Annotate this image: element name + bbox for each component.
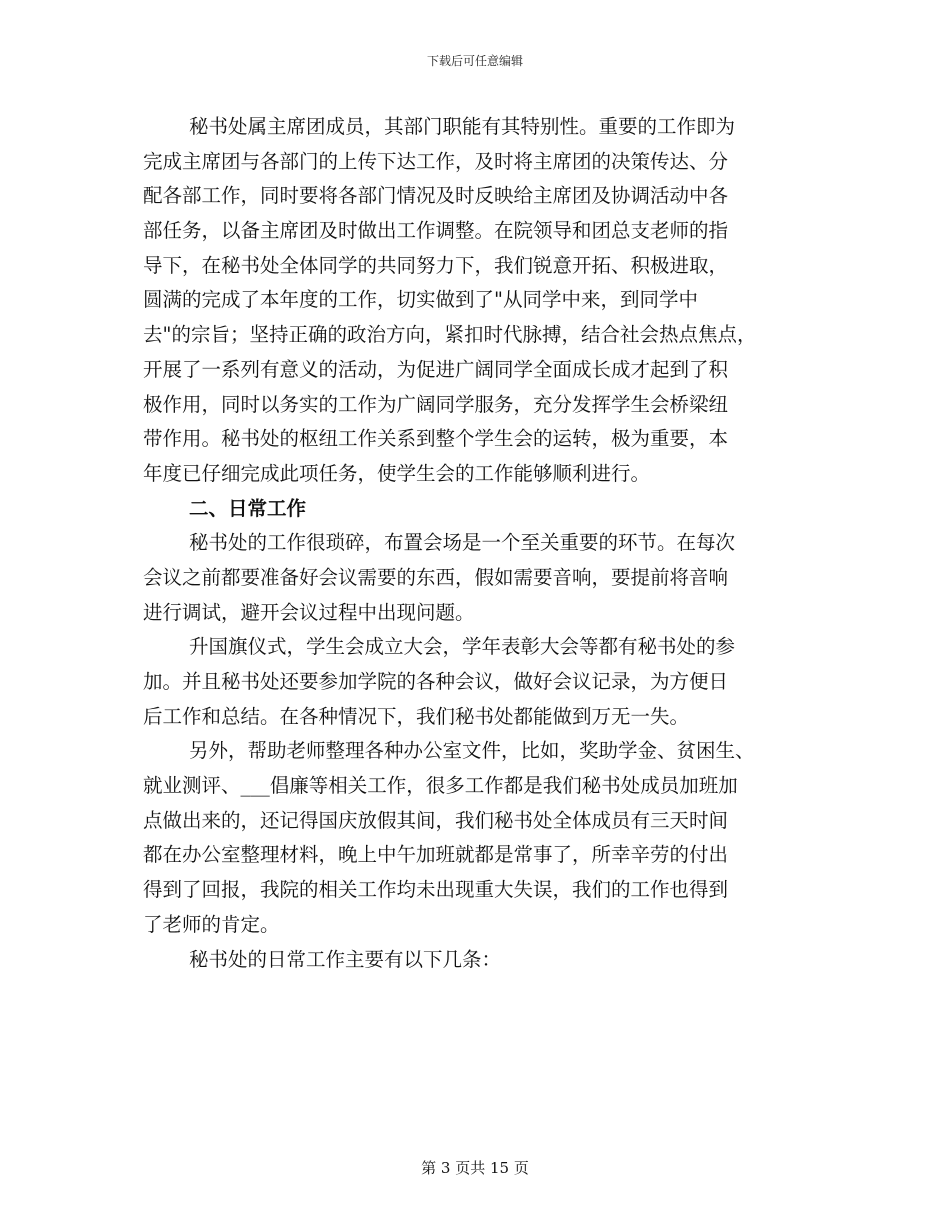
text-line: 进行调试，避开会议过程中出现问题。 — [143, 600, 475, 624]
text-line: 都在办公室整理材料，晚上中午加班就都是常事了，所幸辛劳的付出 — [143, 843, 729, 867]
text-line: 秘书处属主席团成员，其部门职能有其特别性。重要的工作即为 — [189, 115, 736, 138]
text-line: 极作用，同时以务实的工作为广阔同学服务，充分发挥学生会桥梁纽 — [143, 392, 729, 416]
text-line: 秘书处的工作很琐碎，布置会场是一个至关重要的环节。在每次 — [189, 531, 736, 555]
text-line: 就业测评、___倡廉等相关工作，很多工作都是我们秘书处成员加班加 — [143, 774, 738, 798]
text-line: 会议之前都要准备好会议需要的东西，假如需要音响，要提前将音响 — [143, 565, 729, 589]
page-header: 下载后可任意编辑 — [426, 54, 523, 68]
text-line: 另外，帮助老师整理各种办公室文件，比如，奖助学金、贫困生、 — [189, 739, 755, 763]
page-number: 第 3 页共 15 页 — [421, 1159, 529, 1177]
text-line: 升国旗仪式，学生会成立大会，学年表彰大会等都有秘书处的参 — [189, 635, 736, 659]
text-line: 完成主席团与各部门的上传下达工作，及时将主席团的决策传达、分 — [143, 149, 729, 173]
text-line: 得到了回报，我院的相关工作均未出现重大失误，我们的工作也得到 — [143, 878, 729, 902]
text-line: 加。并且秘书处还要参加学院的各种会议，做好会议记录，为方便日 — [143, 670, 729, 693]
text-line: 秘书处的日常工作主要有以下几条： — [189, 947, 502, 971]
text-line: 年度已仔细完成此项任务，使学生会的工作能够顺利进行。 — [143, 461, 651, 485]
text-line: 开展了一系列有意义的活动，为促进广阔同学全面成长成才起到了积 — [143, 357, 729, 381]
text-line: 部任务，以备主席团及时做出工作调整。在院领导和团总支老师的指 — [143, 219, 729, 243]
section-heading: 二、日常工作 — [189, 496, 307, 520]
text-line: 导下，在秘书处全体同学的共同努力下，我们锐意开拓、积极进取， — [143, 253, 729, 277]
text-line: 圆满的完成了本年度的工作，切实做到了"从同学中来，到同学中 — [143, 288, 698, 312]
text-line: 点做出来的，还记得国庆放假其间，我们秘书处全体成员有三天时间 — [143, 808, 729, 832]
text-line: 带作用。秘书处的枢纽工作关系到整个学生会的运转，极为重要，本 — [143, 427, 729, 451]
text-line: 配各部工作，同时要将各部门情况及时反映给主席团及协调活动中各 — [143, 184, 729, 208]
text-line: 去"的宗旨；坚持正确的政治方向，紧扣时代脉搏，结合社会热点焦点， — [143, 323, 757, 347]
document-body — [143, 110, 813, 977]
text-line: 了老师的肯定。 — [143, 912, 280, 936]
text-line: 后工作和总结。在各种情况下，我们秘书处都能做到万无一失。 — [143, 704, 690, 728]
